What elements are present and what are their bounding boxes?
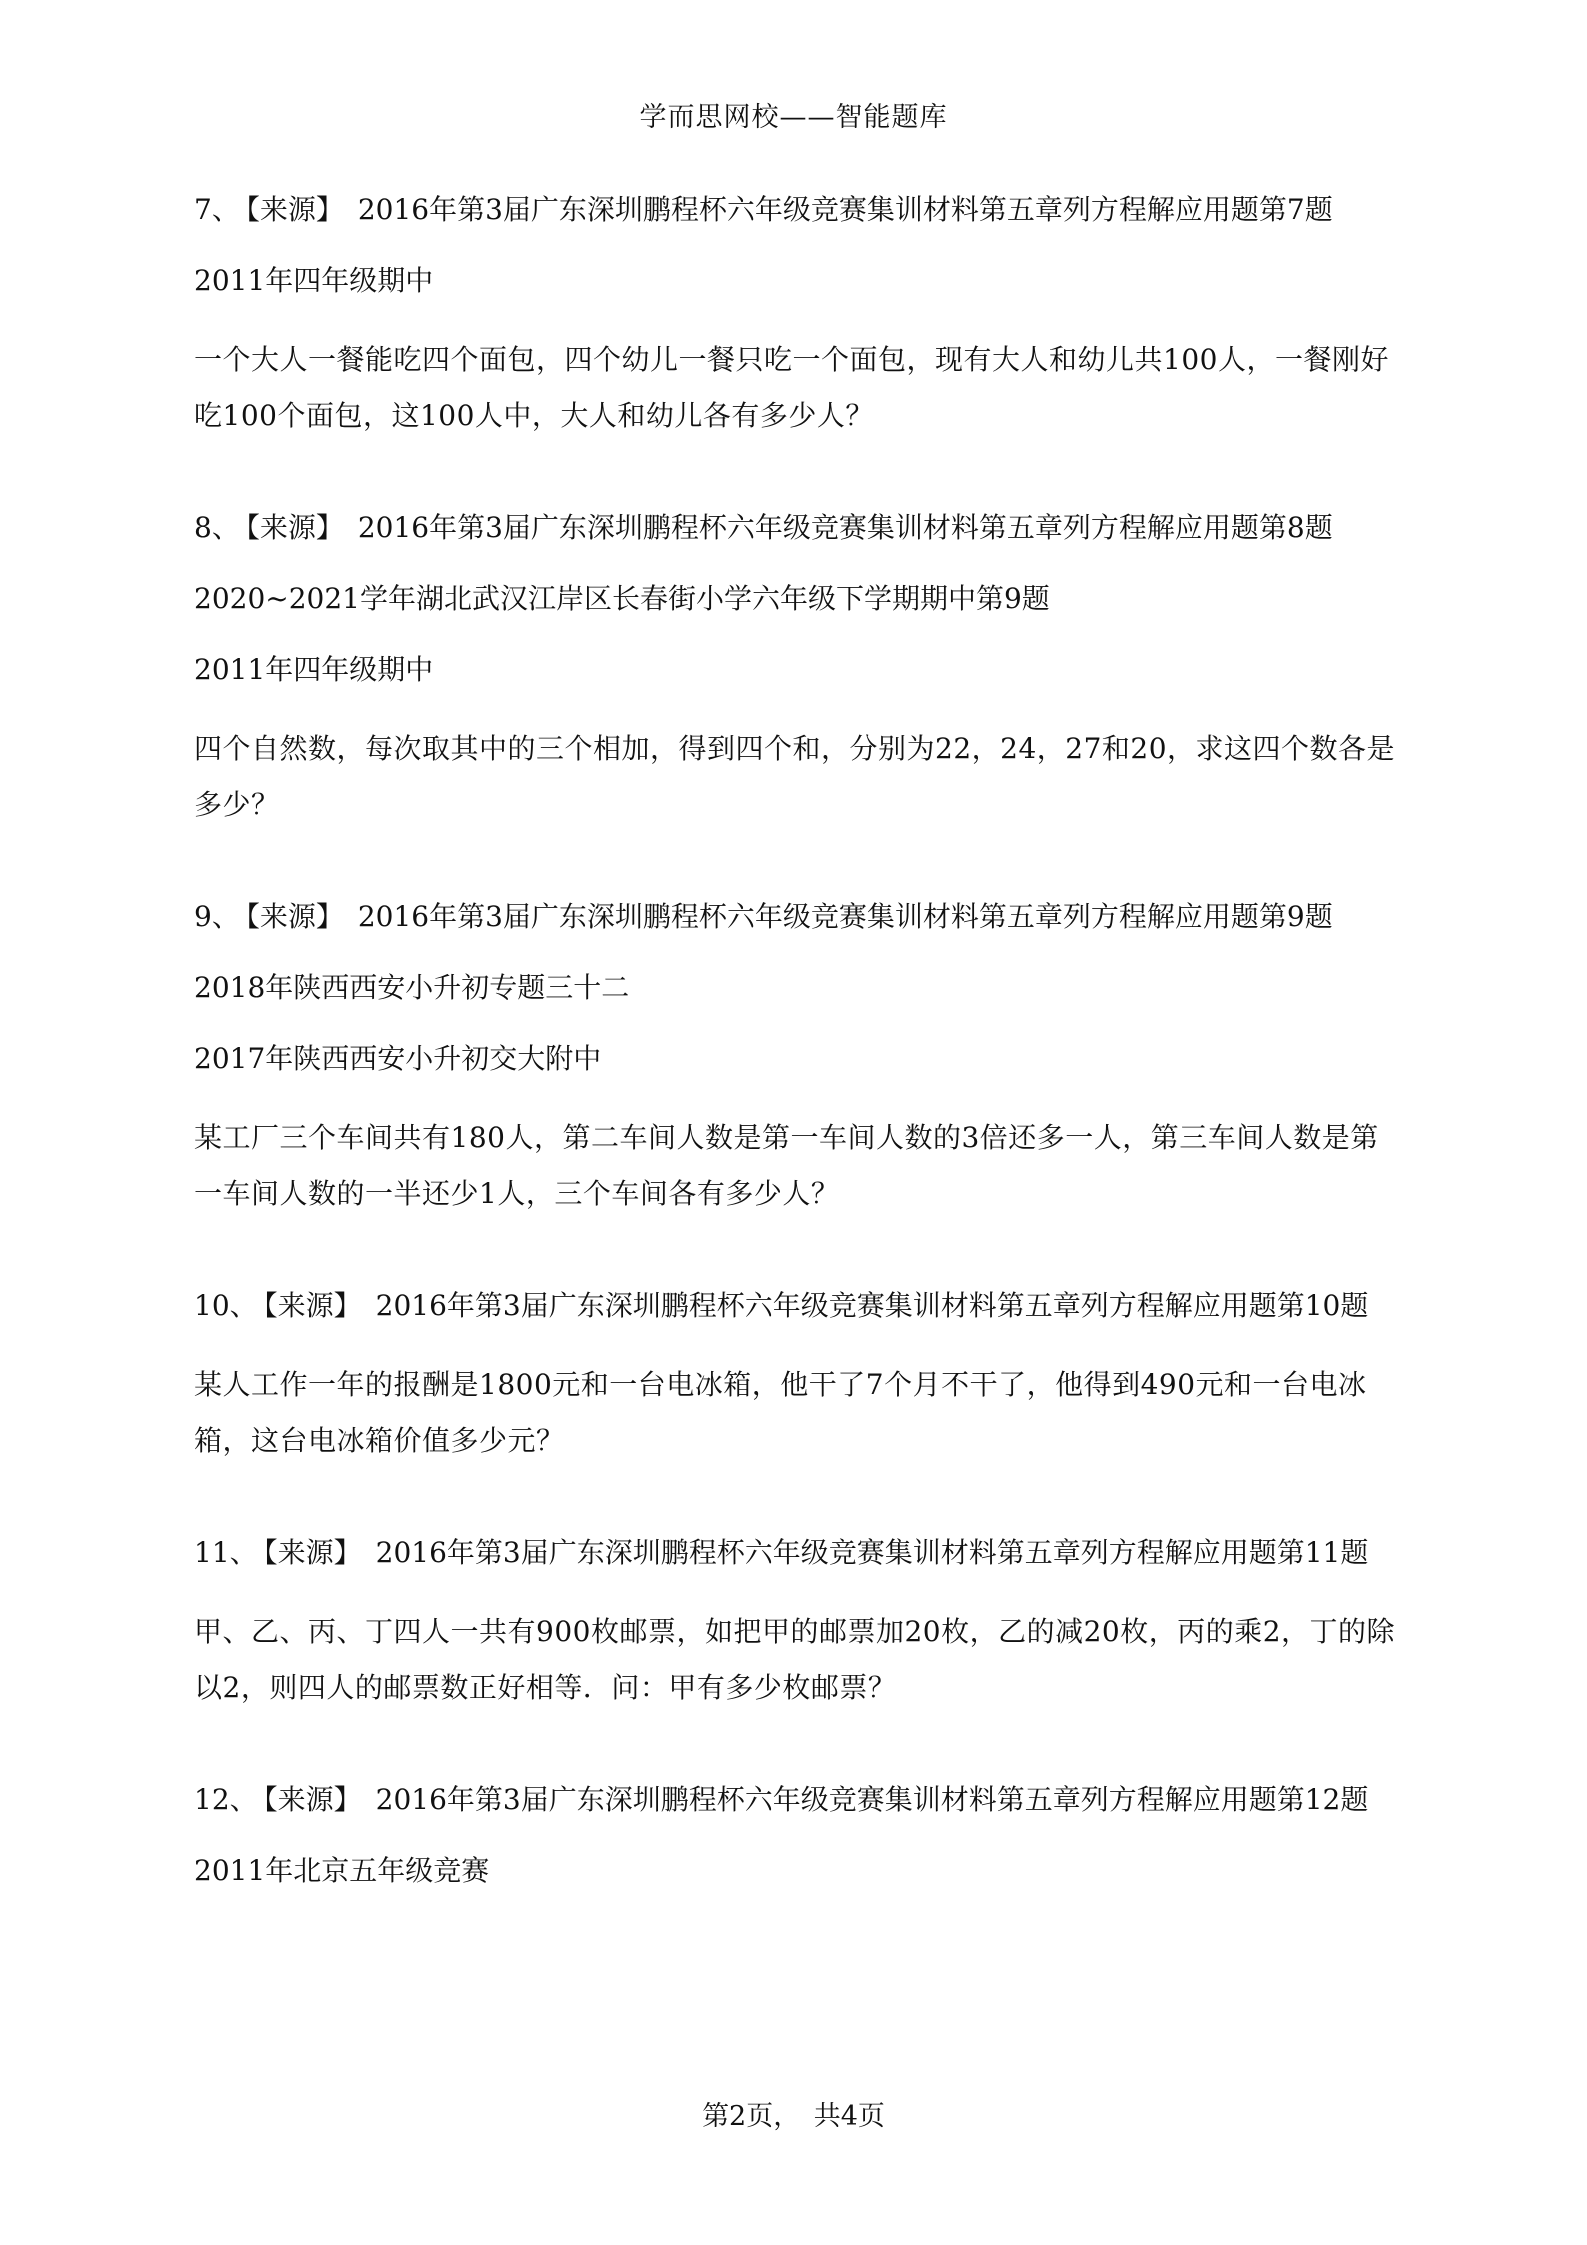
source-tag: 【来源】 bbox=[263, 1289, 362, 1322]
source-tag: 【来源】 bbox=[245, 193, 344, 226]
question-9 bbox=[194, 897, 1404, 1222]
sub-source: 2011年四年级期中 bbox=[194, 264, 434, 297]
question-10 bbox=[194, 1286, 1404, 1469]
question-list bbox=[194, 190, 1404, 1955]
sub-source: 2011年北京五年级竞赛 bbox=[194, 1854, 490, 1887]
question-source-line bbox=[194, 1780, 1404, 1820]
question-source-line bbox=[194, 1533, 1404, 1573]
source-tag: 【来源】 bbox=[245, 511, 344, 544]
question-text: 甲、乙、丙、丁四人一共有900枚邮票，如把甲的邮票加20枚，乙的减20枚，丙的乘2，丁的除以2，则四人的邮票数正好相等．问：甲有多少枚邮票？ bbox=[194, 1615, 1396, 1704]
page-footer-pagination: 第2页， 共4页 bbox=[702, 2101, 885, 2132]
question-number: 12、 bbox=[194, 1783, 258, 1816]
source-tag: 【来源】 bbox=[245, 900, 344, 933]
question-text: 一个大人一餐能吃四个面包，四个幼儿一餐只吃一个面包，现有大人和幼儿共100人，一餐刚好吃100个面包，这100人中，大人和幼儿各有多少人？ bbox=[194, 343, 1389, 432]
question-number: 10、 bbox=[194, 1289, 258, 1322]
question-11 bbox=[194, 1533, 1404, 1716]
question-7 bbox=[194, 190, 1404, 444]
question-12 bbox=[194, 1780, 1404, 1891]
source-text: 2016年第3届广东深圳鹏程杯六年级竞赛集训材料第五章列方程解应用题第9题 bbox=[357, 900, 1333, 933]
question-number: 11、 bbox=[194, 1536, 258, 1569]
source-tag: 【来源】 bbox=[263, 1536, 362, 1569]
source-text: 2016年第3届广东深圳鹏程杯六年级竞赛集训材料第五章列方程解应用题第8题 bbox=[357, 511, 1333, 544]
question-number: 7、 bbox=[194, 193, 240, 226]
sub-source: 2011年四年级期中 bbox=[194, 653, 434, 686]
source-tag: 【来源】 bbox=[263, 1783, 362, 1816]
page-header-title: 学而思网校——智能题库 bbox=[639, 102, 948, 133]
question-number: 9、 bbox=[194, 900, 240, 933]
question-text: 某人工作一年的报酬是1800元和一台电冰箱，他干了7个月不干了，他得到490元和一台电冰箱，这台电冰箱价值多少元？ bbox=[194, 1368, 1367, 1457]
question-source-line bbox=[194, 1286, 1404, 1326]
source-text: 2016年第3届广东深圳鹏程杯六年级竞赛集训材料第五章列方程解应用题第10题 bbox=[375, 1289, 1369, 1322]
sub-source: 2018年陕西西安小升初专题三十二 bbox=[194, 971, 630, 1004]
question-8 bbox=[194, 508, 1404, 833]
question-source-line bbox=[194, 897, 1404, 937]
question-text: 某工厂三个车间共有180人，第二车间人数是第一车间人数的3倍还多一人，第三车间人数是第一车间人数的一半还少1人，三个车间各有多少人？ bbox=[194, 1121, 1379, 1210]
source-text: 2016年第3届广东深圳鹏程杯六年级竞赛集训材料第五章列方程解应用题第12题 bbox=[375, 1783, 1369, 1816]
question-source-line bbox=[194, 190, 1404, 230]
question-number: 8、 bbox=[194, 511, 240, 544]
source-text: 2016年第3届广东深圳鹏程杯六年级竞赛集训材料第五章列方程解应用题第7题 bbox=[357, 193, 1333, 226]
question-source-line bbox=[194, 508, 1404, 548]
source-text: 2016年第3届广东深圳鹏程杯六年级竞赛集训材料第五章列方程解应用题第11题 bbox=[375, 1536, 1369, 1569]
question-text: 四个自然数，每次取其中的三个相加，得到四个和，分别为22，24，27和20，求这四个数各是多少？ bbox=[194, 732, 1396, 821]
sub-source: 2017年陕西西安小升初交大附中 bbox=[194, 1042, 602, 1075]
sub-source: 2020~2021学年湖北武汉江岸区长春街小学六年级下学期期中第9题 bbox=[194, 582, 1050, 615]
